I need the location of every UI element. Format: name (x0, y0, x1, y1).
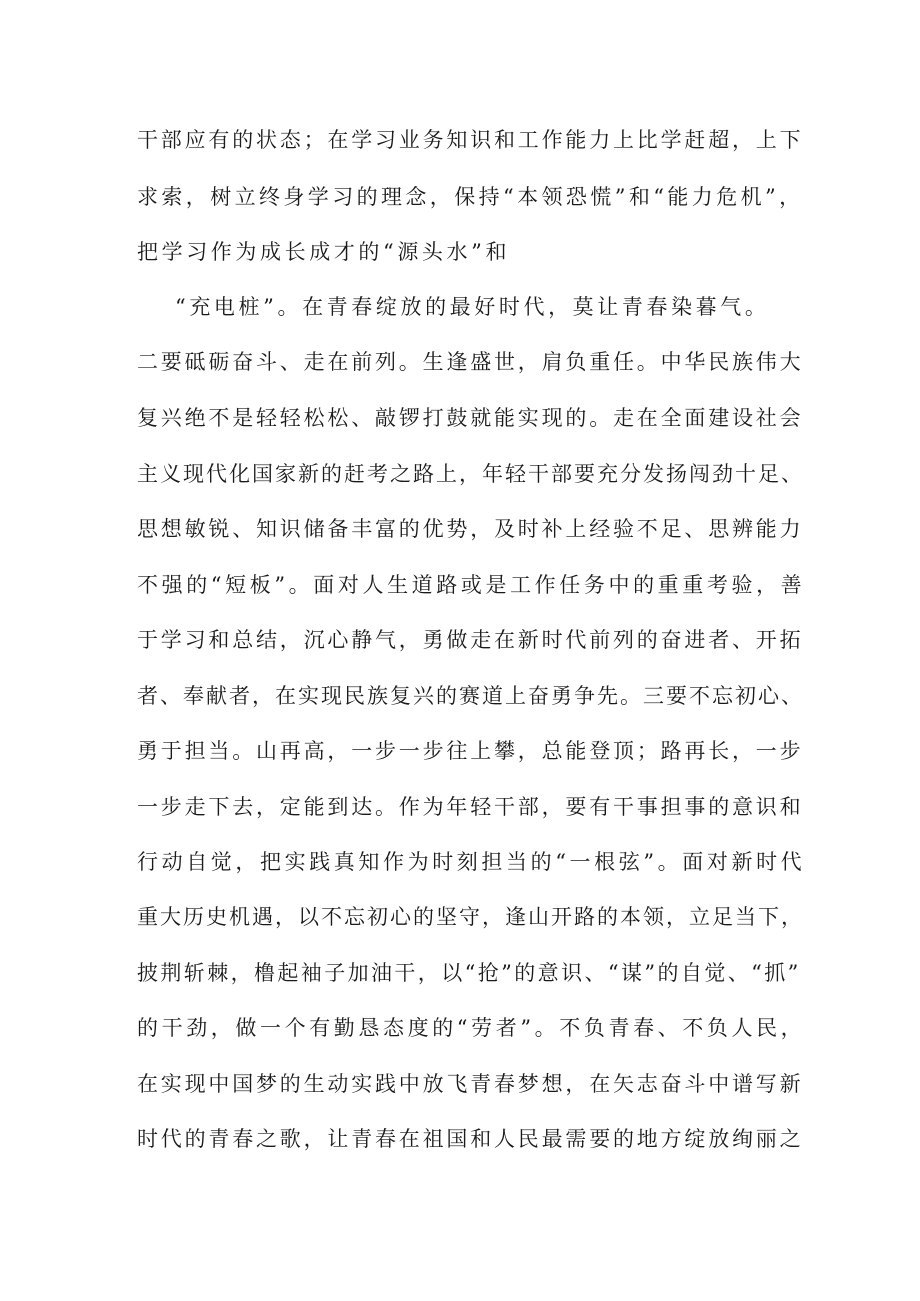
text-line-12: 勇于担当。山再高，一步一步往上攀，总能登顶；路再长，一步 (137, 739, 804, 763)
text-line-13: 一步走下去，定能到达。作为年轻干部，要有干事担事的意识和 (137, 795, 804, 819)
text-line-3: 把学习作为成长成才的“源头水”和 (137, 240, 511, 264)
text-line-7: 主义现代化国家新的赶考之路上，年轻干部要充分发扬闯劲十足、 (137, 462, 804, 486)
text-line-15: 重大历史机遇，以不忘初心的坚守，逢山开路的本领，立足当下， (137, 905, 804, 929)
text-line-18: 在实现中国梦的生动实践中放飞青春梦想，在矢志奋斗中谱写新 (137, 1072, 804, 1096)
text-line-2: 求索，树立终身学习的理念，保持“本领恐慌”和“能力危机”， (137, 185, 804, 209)
text-line-4: “充电桩”。在青春绽放的最好时代，莫让青春染暮气。 (175, 295, 770, 319)
text-line-9: 不强的“短板”。面对人生道路或是工作任务中的重重考验，善 (137, 573, 806, 597)
text-line-5: 二要砥砺奋斗、走在前列。生逢盛世，肩负重任。中华民族伟大 (137, 350, 804, 374)
text-line-11: 者、奉献者，在实现民族复兴的赛道上奋勇争先。三要不忘初心、 (137, 684, 804, 708)
text-line-6: 复兴绝不是轻轻松松、敲锣打鼓就能实现的。走在全面建设社会 (137, 406, 804, 430)
text-line-16: 披荆斩棘，橹起袖子加油干，以“抢”的意识、“谋”的自觉、“抓” (137, 961, 801, 985)
text-line-1: 干部应有的状态；在学习业务知识和工作能力上比学赶超，上下 (137, 128, 804, 152)
text-line-17: 的干劲，做一个有勤恳态度的“劳者”。不负青春、不负人民， (137, 1016, 806, 1040)
text-line-10: 于学习和总结，沉心静气，勇做走在新时代前列的奋进者、开拓 (137, 628, 804, 652)
text-line-19: 时代的青春之歌，让青春在祖国和人民最需要的地方绽放绚丽之 (137, 1127, 804, 1151)
text-line-14: 行动自觉，把实践真知作为时刻担当的“一根弦”。面对新时代 (137, 850, 806, 874)
text-line-8: 思想敏锐、知识储备丰富的优势，及时补上经验不足、思辨能力 (137, 517, 804, 541)
